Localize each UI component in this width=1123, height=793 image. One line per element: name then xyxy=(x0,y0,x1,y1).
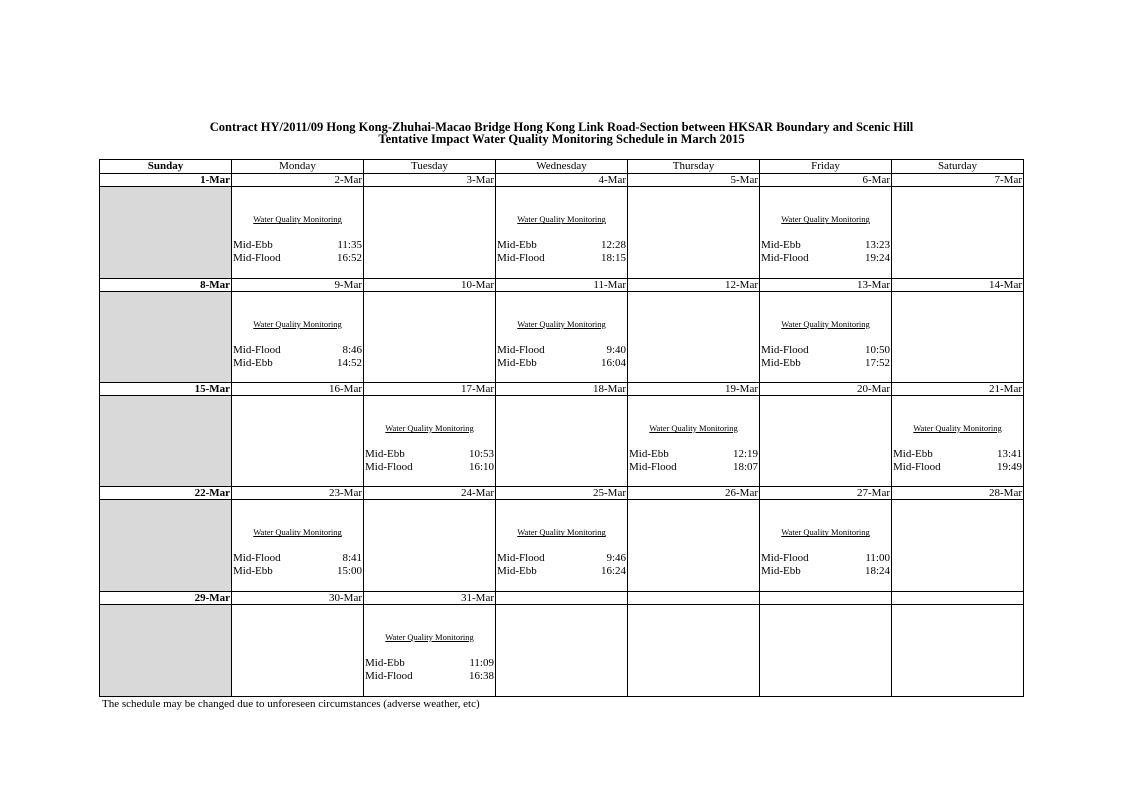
tide-label: Mid-Ebb xyxy=(893,448,933,461)
day-cell xyxy=(364,396,496,487)
day-cell xyxy=(496,187,628,278)
tide-time: 16:04 xyxy=(600,356,626,369)
tide-time: 14:52 xyxy=(336,356,362,369)
date-cell: 5-Mar xyxy=(628,174,760,187)
day-cell xyxy=(364,187,496,278)
tide-time: 10:53 xyxy=(468,448,494,461)
tide-label: Mid-Flood xyxy=(233,252,281,265)
date-cell: 16-Mar xyxy=(232,382,364,395)
day-cell xyxy=(232,187,364,278)
tide-time: 11:35 xyxy=(337,239,362,252)
date-cell xyxy=(496,591,628,604)
tide-time: 18:24 xyxy=(864,565,890,578)
tide-time: 12:19 xyxy=(732,448,758,461)
day-cell xyxy=(628,291,760,382)
tide-entry xyxy=(761,252,890,265)
weekday-header-row xyxy=(100,160,1024,174)
tide-time: 9:40 xyxy=(606,343,626,356)
date-cell: 21-Mar xyxy=(892,382,1024,395)
date-cell: 22-Mar xyxy=(100,487,232,500)
tide-time: 9:46 xyxy=(606,552,626,565)
day-cell xyxy=(496,396,628,487)
schedule-subtitle: Tentative Impact Water Quality Monitoring Schedule in March 2015 xyxy=(378,132,745,146)
tide-time: 12:28 xyxy=(600,239,626,252)
tide-time: 18:15 xyxy=(600,252,626,265)
date-cell: 20-Mar xyxy=(760,382,892,395)
weekday-header: Wednesday xyxy=(496,160,628,174)
monitoring-label: Water Quality Monitoring xyxy=(517,527,606,538)
date-cell: 13-Mar xyxy=(760,278,892,291)
date-cell: 17-Mar xyxy=(364,382,496,395)
date-cell: 4-Mar xyxy=(496,174,628,187)
day-cell xyxy=(496,604,628,696)
monitoring-label: Water Quality Monitoring xyxy=(517,214,606,225)
tide-time: 16:24 xyxy=(600,565,626,578)
tide-entry xyxy=(497,252,626,265)
monitoring-label: Water Quality Monitoring xyxy=(517,318,606,329)
day-cell xyxy=(232,604,364,696)
date-cell: 1-Mar xyxy=(100,174,232,187)
tide-label: Mid-Ebb xyxy=(365,656,405,669)
tide-entry xyxy=(365,670,494,683)
tide-label: Mid-Flood xyxy=(761,252,809,265)
tide-label: Mid-Ebb xyxy=(761,356,801,369)
date-cell: 31-Mar xyxy=(364,591,496,604)
tide-time: 11:09 xyxy=(469,656,494,669)
date-cell: 24-Mar xyxy=(364,487,496,500)
monitoring-calendar xyxy=(99,159,1024,697)
tide-time: 16:52 xyxy=(336,252,362,265)
date-row xyxy=(100,382,1024,395)
tide-entry xyxy=(233,239,362,252)
tide-time: 16:38 xyxy=(468,669,494,682)
date-cell: 7-Mar xyxy=(892,174,1024,187)
date-cell: 23-Mar xyxy=(232,487,364,500)
tide-entry xyxy=(497,357,626,370)
tide-entry xyxy=(629,448,758,461)
day-cell xyxy=(232,500,364,591)
tide-entry xyxy=(761,552,890,565)
tide-entry xyxy=(365,448,494,461)
monitoring-label: Water Quality Monitoring xyxy=(649,423,738,434)
tide-label: Mid-Flood xyxy=(761,343,809,356)
day-cell xyxy=(760,396,892,487)
day-cell xyxy=(364,604,496,696)
tide-time: 10:50 xyxy=(864,343,890,356)
tide-entry xyxy=(497,344,626,357)
day-cell xyxy=(100,291,232,382)
tide-time: 11:00 xyxy=(865,552,890,565)
schedule-footnote: The schedule may be changed due to unforeseen circumstances (adverse weather, etc) xyxy=(102,698,480,710)
tide-entry xyxy=(233,252,362,265)
tide-time: 19:49 xyxy=(996,461,1022,474)
event-row xyxy=(100,396,1024,487)
weekday-header: Tuesday xyxy=(364,160,496,174)
day-cell xyxy=(100,187,232,278)
date-cell: 29-Mar xyxy=(100,591,232,604)
weekday-header: Saturday xyxy=(892,160,1024,174)
tide-entry xyxy=(233,344,362,357)
day-cell xyxy=(100,396,232,487)
monitoring-label: Water Quality Monitoring xyxy=(781,214,870,225)
day-cell xyxy=(364,500,496,591)
monitoring-label: Water Quality Monitoring xyxy=(781,527,870,538)
date-row xyxy=(100,591,1024,604)
tide-label: Mid-Flood xyxy=(233,552,281,565)
date-cell: 9-Mar xyxy=(232,278,364,291)
tide-label: Mid-Ebb xyxy=(497,356,537,369)
day-cell xyxy=(760,604,892,696)
day-cell xyxy=(628,604,760,696)
tide-entry xyxy=(233,552,362,565)
day-cell xyxy=(496,291,628,382)
date-cell: 2-Mar xyxy=(232,174,364,187)
tide-label: Mid-Ebb xyxy=(233,239,273,252)
day-cell xyxy=(760,291,892,382)
tide-entry xyxy=(365,657,494,670)
tide-entry xyxy=(629,461,758,474)
tide-entry xyxy=(893,448,1022,461)
event-row xyxy=(100,187,1024,278)
day-cell xyxy=(892,291,1024,382)
day-cell xyxy=(100,604,232,696)
monitoring-label: Water Quality Monitoring xyxy=(913,423,1002,434)
tide-entry xyxy=(761,357,890,370)
tide-time: 18:07 xyxy=(732,461,758,474)
weekday-header: Sunday xyxy=(100,160,232,174)
tide-label: Mid-Ebb xyxy=(497,565,537,578)
tide-label: Mid-Flood xyxy=(893,461,941,474)
monitoring-label: Water Quality Monitoring xyxy=(253,214,342,225)
date-cell: 27-Mar xyxy=(760,487,892,500)
tide-label: Mid-Flood xyxy=(761,552,809,565)
date-cell: 15-Mar xyxy=(100,382,232,395)
date-cell: 6-Mar xyxy=(760,174,892,187)
day-cell xyxy=(892,396,1024,487)
date-row xyxy=(100,278,1024,291)
tide-label: Mid-Flood xyxy=(497,343,545,356)
day-cell xyxy=(892,604,1024,696)
tide-label: Mid-Flood xyxy=(233,343,281,356)
date-cell: 19-Mar xyxy=(628,382,760,395)
date-cell: 28-Mar xyxy=(892,487,1024,500)
date-cell: 26-Mar xyxy=(628,487,760,500)
tide-time: 16:10 xyxy=(468,461,494,474)
tide-entry xyxy=(233,565,362,578)
tide-label: Mid-Flood xyxy=(497,252,545,265)
date-cell: 8-Mar xyxy=(100,278,232,291)
day-cell xyxy=(760,187,892,278)
weekday-header: Thursday xyxy=(628,160,760,174)
day-cell xyxy=(232,291,364,382)
tide-entry xyxy=(497,239,626,252)
date-cell xyxy=(892,591,1024,604)
date-cell: 25-Mar xyxy=(496,487,628,500)
tide-label: Mid-Ebb xyxy=(761,239,801,252)
tide-time: 15:00 xyxy=(336,565,362,578)
day-cell xyxy=(892,500,1024,591)
tide-label: Mid-Flood xyxy=(497,552,545,565)
date-row xyxy=(100,174,1024,187)
weekday-header: Monday xyxy=(232,160,364,174)
day-cell xyxy=(760,500,892,591)
event-row xyxy=(100,291,1024,382)
tide-time: 17:52 xyxy=(864,356,890,369)
tide-label: Mid-Flood xyxy=(365,461,413,474)
tide-label: Mid-Ebb xyxy=(365,448,405,461)
day-cell xyxy=(628,187,760,278)
tide-time: 13:23 xyxy=(864,239,890,252)
tide-entry xyxy=(761,239,890,252)
monitoring-label: Water Quality Monitoring xyxy=(253,527,342,538)
tide-entry xyxy=(497,552,626,565)
date-cell xyxy=(760,591,892,604)
tide-time: 19:24 xyxy=(864,252,890,265)
tide-label: Mid-Ebb xyxy=(761,565,801,578)
tide-entry xyxy=(761,344,890,357)
day-cell xyxy=(628,396,760,487)
tide-time: 8:46 xyxy=(342,343,362,356)
date-cell: 18-Mar xyxy=(496,382,628,395)
event-row xyxy=(100,500,1024,591)
tide-entry xyxy=(233,357,362,370)
date-cell: 10-Mar xyxy=(364,278,496,291)
monitoring-label: Water Quality Monitoring xyxy=(253,318,342,329)
weekday-header: Friday xyxy=(760,160,892,174)
tide-entry xyxy=(893,461,1022,474)
date-row xyxy=(100,487,1024,500)
day-cell xyxy=(100,500,232,591)
tide-label: Mid-Ebb xyxy=(629,448,669,461)
day-cell xyxy=(496,500,628,591)
tide-entry xyxy=(365,461,494,474)
day-cell xyxy=(628,500,760,591)
monitoring-label: Water Quality Monitoring xyxy=(385,423,474,434)
day-cell xyxy=(364,291,496,382)
date-cell: 11-Mar xyxy=(496,278,628,291)
tide-time: 13:41 xyxy=(996,448,1022,461)
date-cell: 14-Mar xyxy=(892,278,1024,291)
tide-label: Mid-Flood xyxy=(365,669,413,682)
monitoring-label: Water Quality Monitoring xyxy=(385,631,474,642)
tide-label: Mid-Ebb xyxy=(233,356,273,369)
tide-time: 8:41 xyxy=(342,552,362,565)
day-cell xyxy=(232,396,364,487)
date-cell: 30-Mar xyxy=(232,591,364,604)
tide-entry xyxy=(761,565,890,578)
tide-label: Mid-Flood xyxy=(629,461,677,474)
monitoring-label: Water Quality Monitoring xyxy=(781,318,870,329)
date-cell: 12-Mar xyxy=(628,278,760,291)
schedule-title: Contract HY/2011/09 Hong Kong-Zhuhai-Macao Bridge Hong Kong Link Road-Section between HKSAR Boundary and Scenic Hill xyxy=(209,120,914,134)
date-cell: 3-Mar xyxy=(364,174,496,187)
tide-entry xyxy=(497,565,626,578)
event-row xyxy=(100,604,1024,696)
day-cell xyxy=(892,187,1024,278)
date-cell xyxy=(628,591,760,604)
tide-label: Mid-Ebb xyxy=(233,565,273,578)
tide-label: Mid-Ebb xyxy=(497,239,537,252)
